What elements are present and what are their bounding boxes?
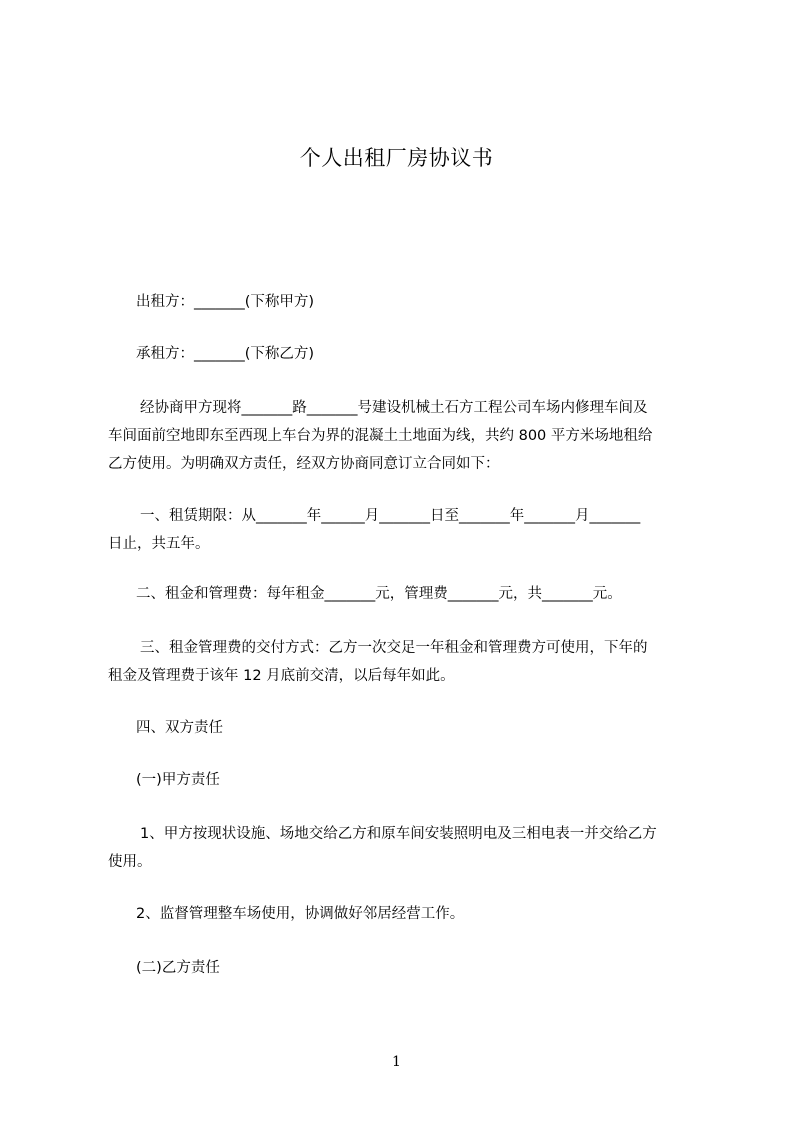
party-a-item-2: 2、监督管理整车场使用，协调做好邻居经营工作。 [136, 906, 465, 922]
party-a-item-1-line-1: 1、甲方按现状设施、场地交给乙方和原车间安装照明电及三相电表一并交给乙方 [140, 826, 657, 842]
clause-3-line-2: 租金及管理费于该年 12 月底前交清，以后每年如此。 [108, 668, 455, 684]
party-a-heading: (一)甲方责任 [136, 772, 220, 788]
clause-4-heading: 四、双方责任 [136, 720, 223, 736]
clause-2: 二、租金和管理费：每年租金_______元，管理费_______元，共_______元。 [136, 586, 622, 602]
lessee-line: 承租方：_______(下称乙方) [136, 346, 315, 362]
party-b-heading: (二)乙方责任 [136, 960, 220, 976]
page-number: 1 [392, 1054, 401, 1070]
party-a-item-1-line-2: 使用。 [108, 854, 152, 870]
intro-line-3: 乙方使用。为明确双方责任，经双方协商同意订立合同如下： [108, 456, 500, 472]
lessor-line: 出租方：_______(下称甲方) [136, 294, 315, 310]
intro-line-1: 经协商甲方现将_______路_______号建设机械土石方工程公司车场内修理车间及 [140, 400, 648, 416]
clause-3-line-1: 三、租金管理费的交付方式：乙方一次交足一年租金和管理费方可使用，下年的 [140, 640, 648, 656]
page-title: 个人出租厂房协议书 [299, 146, 494, 170]
clause-1-line-1: 一、租赁期限：从_______年______月_______日至_______年_______月_______ [140, 508, 641, 524]
clause-1-line-2: 日止，共五年。 [108, 536, 210, 552]
intro-line-2: 车间面前空地即东至西现上车台为界的混凝土土地面为线，共约 800 平方米场地租给 [108, 428, 653, 444]
